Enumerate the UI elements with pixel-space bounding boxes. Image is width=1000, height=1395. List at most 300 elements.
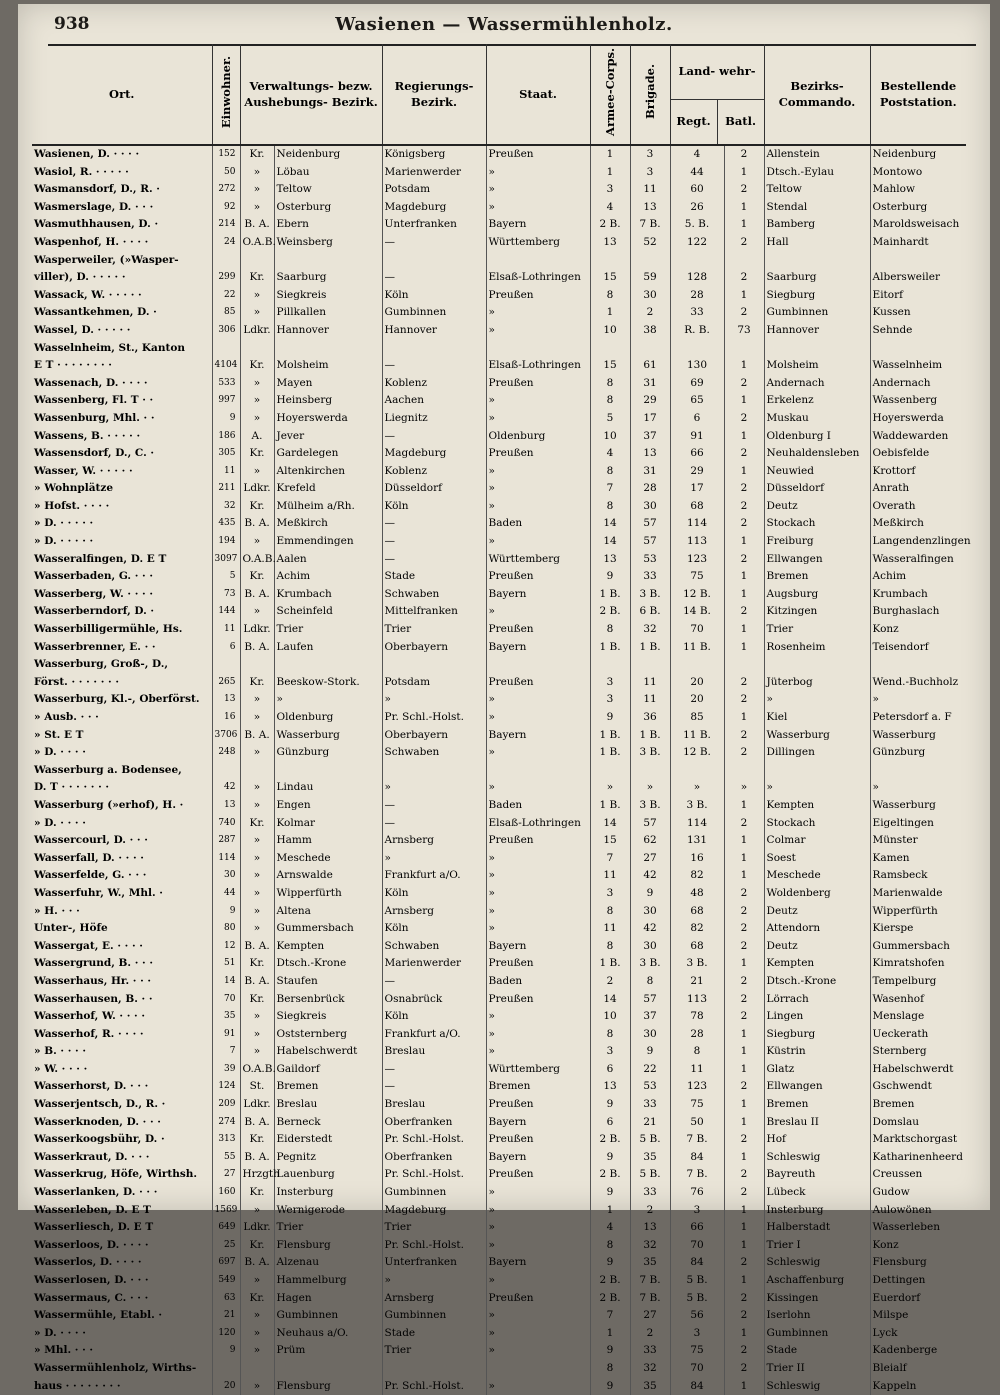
cell-bt: 1 [724,1378,764,1395]
cell-reg: Pr. Schl.-Holst. [382,1166,486,1184]
cell-ort: Wasserjentsch, D., R. · [34,1098,166,1111]
cell-bt [724,656,764,674]
cell-post: Meßkirch [870,515,966,533]
cell-rg: R. B. [670,322,724,340]
cell-br: 30 [630,1026,670,1044]
cell-ac: 6 [590,1114,630,1132]
cell-vb: Hagen [274,1290,382,1308]
cell-ac: 14 [590,815,630,833]
cell-ort: Wasserlanken, D. · · · [34,1186,158,1199]
cell-rg: 82 [670,867,724,885]
cell-bt [724,340,764,358]
cell-rg: 131 [670,832,724,850]
cell-br: 6 B. [630,603,670,621]
cell-bc [764,252,870,270]
cell-reg [382,1360,486,1378]
cell-post: Gschwendt [870,1078,966,1096]
cell-bc: Saarburg [764,269,870,287]
cell-bc: Andernach [764,375,870,393]
table-row [32,1008,966,1026]
table-row [32,1149,966,1167]
table-row [32,410,966,428]
table-row [32,1325,966,1343]
cell-reg: — [382,533,486,551]
cell-art: » [240,1325,274,1343]
cell-art [240,252,274,270]
cell-br: 27 [630,1307,670,1325]
landwehr-label: Land- wehr- [671,45,764,100]
cell-ew: 211 [212,480,240,498]
cell-art: B. A. [240,216,274,234]
cell-reg: Breslau [382,1096,486,1114]
cell-bc: Trier [764,621,870,639]
table-row [32,955,966,973]
cell-bt: 1 [724,1026,764,1044]
cell-ew: 144 [212,603,240,621]
cell-br: 37 [630,428,670,446]
cell-ew: 306 [212,322,240,340]
cell-ew: 20 [212,1378,240,1395]
cell-br: 57 [630,815,670,833]
cell-ew: 16 [212,709,240,727]
cell-ac: 4 [590,445,630,463]
cell-bt: 1 [724,1096,764,1114]
cell-ac [590,252,630,270]
cell-art: » [240,920,274,938]
cell-bc: Düsseldorf [764,480,870,498]
table-row [32,234,966,252]
cell-reg: Arnsberg [382,1290,486,1308]
cell-bt: 1 [724,1219,764,1237]
cell-ort: Wasserbrenner, E. · · [34,640,156,653]
cell-ort: » D. · · · · · [34,535,94,548]
cell-br: 30 [630,903,670,921]
cell-rg: 17 [670,480,724,498]
cell-vb: Siegkreis [274,287,382,305]
cell-ac: 6 [590,1061,630,1079]
cell-rg: 48 [670,885,724,903]
cell-ort: Wasserknoden, D. · · · [34,1115,161,1128]
cell-staat: » [486,1325,590,1343]
cell-reg [382,656,486,674]
cell-art: » [240,164,274,182]
cell-ew: 80 [212,920,240,938]
col-bezirks: Bezirks- Commando. [764,44,870,145]
cell-art: Kr. [240,1237,274,1255]
cell-ac: 1 [590,1202,630,1220]
cell-br: 30 [630,938,670,956]
cell-br [630,762,670,780]
table-row [32,1202,966,1220]
cell-rg: 84 [670,1254,724,1272]
cell-ac: 3 [590,181,630,199]
table-row [32,1078,966,1096]
table-row [32,674,966,692]
cell-rg: 3 [670,1202,724,1220]
cell-ort: Wassenburg, Mhl. · · [34,411,155,424]
cell-vb: Gumbinnen [274,1307,382,1325]
cell-ac: 7 [590,850,630,868]
cell-art: » [240,410,274,428]
cell-ac: 4 [590,199,630,217]
cell-art: Kr. [240,991,274,1009]
cell-ew: 740 [212,815,240,833]
cell-staat: Preußen [486,568,590,586]
cell-post: Montowo [870,164,966,182]
cell-art: Hrzgth [240,1166,274,1184]
cell-post: Dettingen [870,1272,966,1290]
cell-post: Krumbach [870,586,966,604]
cell-ew: 209 [212,1096,240,1114]
cell-rg: 26 [670,199,724,217]
cell-reg: Köln [382,498,486,516]
cell-br: 33 [630,1096,670,1114]
cell-vb: Meßkirch [274,515,382,533]
table-row [32,779,966,797]
cell-bc: Hof [764,1131,870,1149]
cell-bt: 2 [724,1254,764,1272]
cell-bc: » [764,691,870,709]
cell-art: B. A. [240,1149,274,1167]
cell-ac: 2 B. [590,1272,630,1290]
cell-post: Sternberg [870,1043,966,1061]
cell-post: Kierspe [870,920,966,938]
col-post: Bestellende Poststation. [870,44,966,145]
cell-art: » [240,603,274,621]
cell-bc: Deutz [764,498,870,516]
cell-art: Ldkr. [240,1096,274,1114]
cell-bt: 2 [724,991,764,1009]
running-title: Wasienen — Wassermühlenholz. [335,14,673,35]
cell-ort: Wasseralfingen, D. E T [34,552,167,565]
cell-bc: Kempten [764,955,870,973]
cell-post [870,340,966,358]
cell-art: » [240,1378,274,1395]
cell-post: Eitorf [870,287,966,305]
cell-rg: 29 [670,463,724,481]
cell-bt: 1 [724,216,764,234]
cell-vb: Oststernberg [274,1026,382,1044]
cell-ort: Wasserfelde, G. · · · [34,869,147,882]
cell-bt: 1 [724,867,764,885]
cell-ew: 9 [212,903,240,921]
cell-staat: Württemberg [486,234,590,252]
cell-reg: Düsseldorf [382,480,486,498]
cell-br: 11 [630,181,670,199]
cell-post: Konz [870,621,966,639]
cell-rg: 3 B. [670,955,724,973]
cell-bt: 1 [724,1202,764,1220]
cell-vb: Wipperfürth [274,885,382,903]
cell-reg: — [382,234,486,252]
cell-br: 27 [630,850,670,868]
table-row [32,515,966,533]
cell-br: 3 B. [630,955,670,973]
table-row [32,1219,966,1237]
cell-post: Katharinenheerd [870,1149,966,1167]
cell-ort: Unter-, Höfe [34,922,108,935]
cell-vb: Emmendingen [274,533,382,551]
cell-post: Bleialf [870,1360,966,1378]
cell-ac: 15 [590,269,630,287]
cell-vb: Laufen [274,639,382,657]
cell-ew: 9 [212,410,240,428]
cell-bc: Siegburg [764,287,870,305]
table-row [32,1237,966,1255]
cell-bt: 2 [724,1078,764,1096]
cell-br: 8 [630,973,670,991]
cell-staat: » [486,1237,590,1255]
table-row [32,586,966,604]
cell-br: 3 [630,145,670,164]
table-row [32,991,966,1009]
cell-post: Kamen [870,850,966,868]
cell-reg: » [382,691,486,709]
cell-reg: » [382,1272,486,1290]
cell-br: 3 [630,164,670,182]
cell-post [870,762,966,780]
cell-art: » [240,375,274,393]
cell-ort: Wassantkehmen, D. · [34,306,157,319]
cell-ac: 3 [590,691,630,709]
cell-vb: Krumbach [274,586,382,604]
cell-post: Milspe [870,1307,966,1325]
page-number: 938 [54,14,90,34]
cell-post: Oebisfelde [870,445,966,463]
cell-bc: Bremen [764,1096,870,1114]
cell-ac: 2 B. [590,1290,630,1308]
cell-ac: 13 [590,234,630,252]
cell-bc: Meschede [764,867,870,885]
cell-rg: 70 [670,1360,724,1378]
cell-ort: Wasmerslage, D. · · · [34,200,154,213]
cell-br: 17 [630,410,670,428]
cell-ew: 997 [212,392,240,410]
cell-post: Aulowönen [870,1202,966,1220]
cell-vb: Kempten [274,938,382,956]
cell-bc: Kiel [764,709,870,727]
cell-rg: 11 B. [670,727,724,745]
cell-staat: Preußen [486,445,590,463]
cell-rg: 114 [670,815,724,833]
cell-br: 9 [630,1043,670,1061]
cell-vb: Hannover [274,322,382,340]
cell-bt: 2 [724,1360,764,1378]
cell-br: 3 B. [630,744,670,762]
cell-ew [212,340,240,358]
cell-art: » [240,392,274,410]
cell-bc: Siegburg [764,1026,870,1044]
cell-post: » [870,779,966,797]
cell-staat: Elsaß-Lothringen [486,815,590,833]
cell-bc: Soest [764,850,870,868]
cell-ew: 697 [212,1254,240,1272]
cell-staat: » [486,392,590,410]
table-row [32,832,966,850]
cell-reg: — [382,1061,486,1079]
cell-bt: 2 [724,903,764,921]
cell-vb: Altena [274,903,382,921]
cell-art: B. A. [240,515,274,533]
cell-bt: 2 [724,445,764,463]
cell-ew: 3706 [212,727,240,745]
cell-art: » [240,691,274,709]
cell-ew: 160 [212,1184,240,1202]
cell-ac: 9 [590,1378,630,1395]
cell-ac: 13 [590,1078,630,1096]
cell-ort: Wasselnheim, St., Kanton [34,341,185,354]
cell-bc: Stendal [764,199,870,217]
table-row [32,568,966,586]
cell-reg: Gumbinnen [382,1307,486,1325]
cell-staat: Baden [486,973,590,991]
cell-ew: 73 [212,586,240,604]
cell-bt [724,252,764,270]
cell-art: Ldkr. [240,322,274,340]
cell-art: » [240,1043,274,1061]
table-row [32,621,966,639]
cell-bt: 2 [724,515,764,533]
cell-rg: 7 B. [670,1166,724,1184]
cell-staat: » [486,709,590,727]
cell-reg: Trier [382,1219,486,1237]
cell-art: » [240,744,274,762]
cell-post: Andernach [870,375,966,393]
cell-ew: 14 [212,973,240,991]
cell-vb: Wasserburg [274,727,382,745]
cell-reg: Arnsberg [382,903,486,921]
cell-ort: Wasserhof, W. · · · · [34,1010,146,1023]
cell-ac: 2 B. [590,603,630,621]
cell-reg: Potsdam [382,181,486,199]
cell-rg [670,252,724,270]
cell-bc: Schleswig [764,1149,870,1167]
cell-ac: 15 [590,357,630,375]
cell-bc: Dillingen [764,744,870,762]
cell-br: 42 [630,867,670,885]
cell-reg: — [382,357,486,375]
cell-art: » [240,903,274,921]
cell-art: Ldkr. [240,480,274,498]
cell-rg: 12 B. [670,586,724,604]
cell-rg: 3 B. [670,797,724,815]
cell-ac: 11 [590,867,630,885]
cell-art [240,656,274,674]
cell-vb: Beeskow-Stork. [274,674,382,692]
cell-ac: 8 [590,1026,630,1044]
cell-reg: Magdeburg [382,199,486,217]
cell-rg: 66 [670,445,724,463]
cell-post: Wasselnheim [870,357,966,375]
cell-ew: 35 [212,1008,240,1026]
cell-post: Wasenhof [870,991,966,1009]
cell-reg: Pr. Schl.-Holst. [382,709,486,727]
cell-bc: Stockach [764,815,870,833]
cell-bc: Bremen [764,568,870,586]
cell-post: Wassenberg [870,392,966,410]
cell-rg: 75 [670,1342,724,1360]
cell-rg: 11 [670,1061,724,1079]
cell-ac: 1 B. [590,586,630,604]
cell-vb: Eiderstedt [274,1131,382,1149]
cell-vb: Prüm [274,1342,382,1360]
cell-br: 21 [630,1114,670,1132]
cell-ac: 8 [590,1360,630,1378]
cell-staat: Elsaß-Lothringen [486,269,590,287]
cell-rg [670,340,724,358]
cell-vb: Gummersbach [274,920,382,938]
table-row [32,340,966,358]
cell-staat: » [486,480,590,498]
cell-art: Kr. [240,357,274,375]
cell-vb: Neidenburg [274,145,382,164]
cell-rg: 20 [670,691,724,709]
cell-bt: 1 [724,1237,764,1255]
cell-ew: 435 [212,515,240,533]
cell-staat: Baden [486,515,590,533]
cell-reg: Unterfranken [382,1254,486,1272]
cell-vb: Aalen [274,551,382,569]
cell-bc: Bayreuth [764,1166,870,1184]
cell-staat: » [486,304,590,322]
cell-staat: » [486,903,590,921]
cell-rg: 75 [670,1096,724,1114]
cell-staat: » [486,744,590,762]
cell-art: » [240,304,274,322]
cell-ort: Wasserhaus, Hr. · · · [34,974,152,987]
table-row [32,304,966,322]
cell-rg: 70 [670,1237,724,1255]
cell-ac: 3 [590,1043,630,1061]
cell-bt: 2 [724,744,764,762]
cell-reg: Oberfranken [382,1149,486,1167]
cell-art: » [240,463,274,481]
table-row [32,1184,966,1202]
cell-post: Kappeln [870,1378,966,1395]
cell-bc: Hannover [764,322,870,340]
cell-ew: 649 [212,1219,240,1237]
table-row [32,252,966,270]
cell-bc: Dtsch.-Eylau [764,164,870,182]
cell-ort: Wasserhof, R. · · · · [34,1027,144,1040]
col-staat: Staat. [486,44,590,145]
cell-vb: Pegnitz [274,1149,382,1167]
cell-bc: Dtsch.-Krone [764,973,870,991]
cell-ew: 6 [212,639,240,657]
cell-bc: Augsburg [764,586,870,604]
cell-reg: Trier [382,621,486,639]
table-row [32,1166,966,1184]
cell-ew: 299 [212,269,240,287]
cell-br: 33 [630,1342,670,1360]
cell-bc: Woldenberg [764,885,870,903]
cell-reg: Oberfranken [382,1114,486,1132]
cell-ac: 2 B. [590,1166,630,1184]
cell-br: 59 [630,269,670,287]
cell-rg: 68 [670,498,724,516]
cell-bc: Kissingen [764,1290,870,1308]
cell-bc: Allenstein [764,145,870,164]
cell-ac: 8 [590,375,630,393]
cell-bc: Teltow [764,181,870,199]
cell-ort: Wasserburg, Kl.-, Oberförst. [34,693,200,706]
cell-post: Ramsbeck [870,867,966,885]
cell-reg: — [382,551,486,569]
cell-ew: 22 [212,287,240,305]
cell-bc: Attendorn [764,920,870,938]
cell-post: Günzburg [870,744,966,762]
table-row [32,727,966,745]
